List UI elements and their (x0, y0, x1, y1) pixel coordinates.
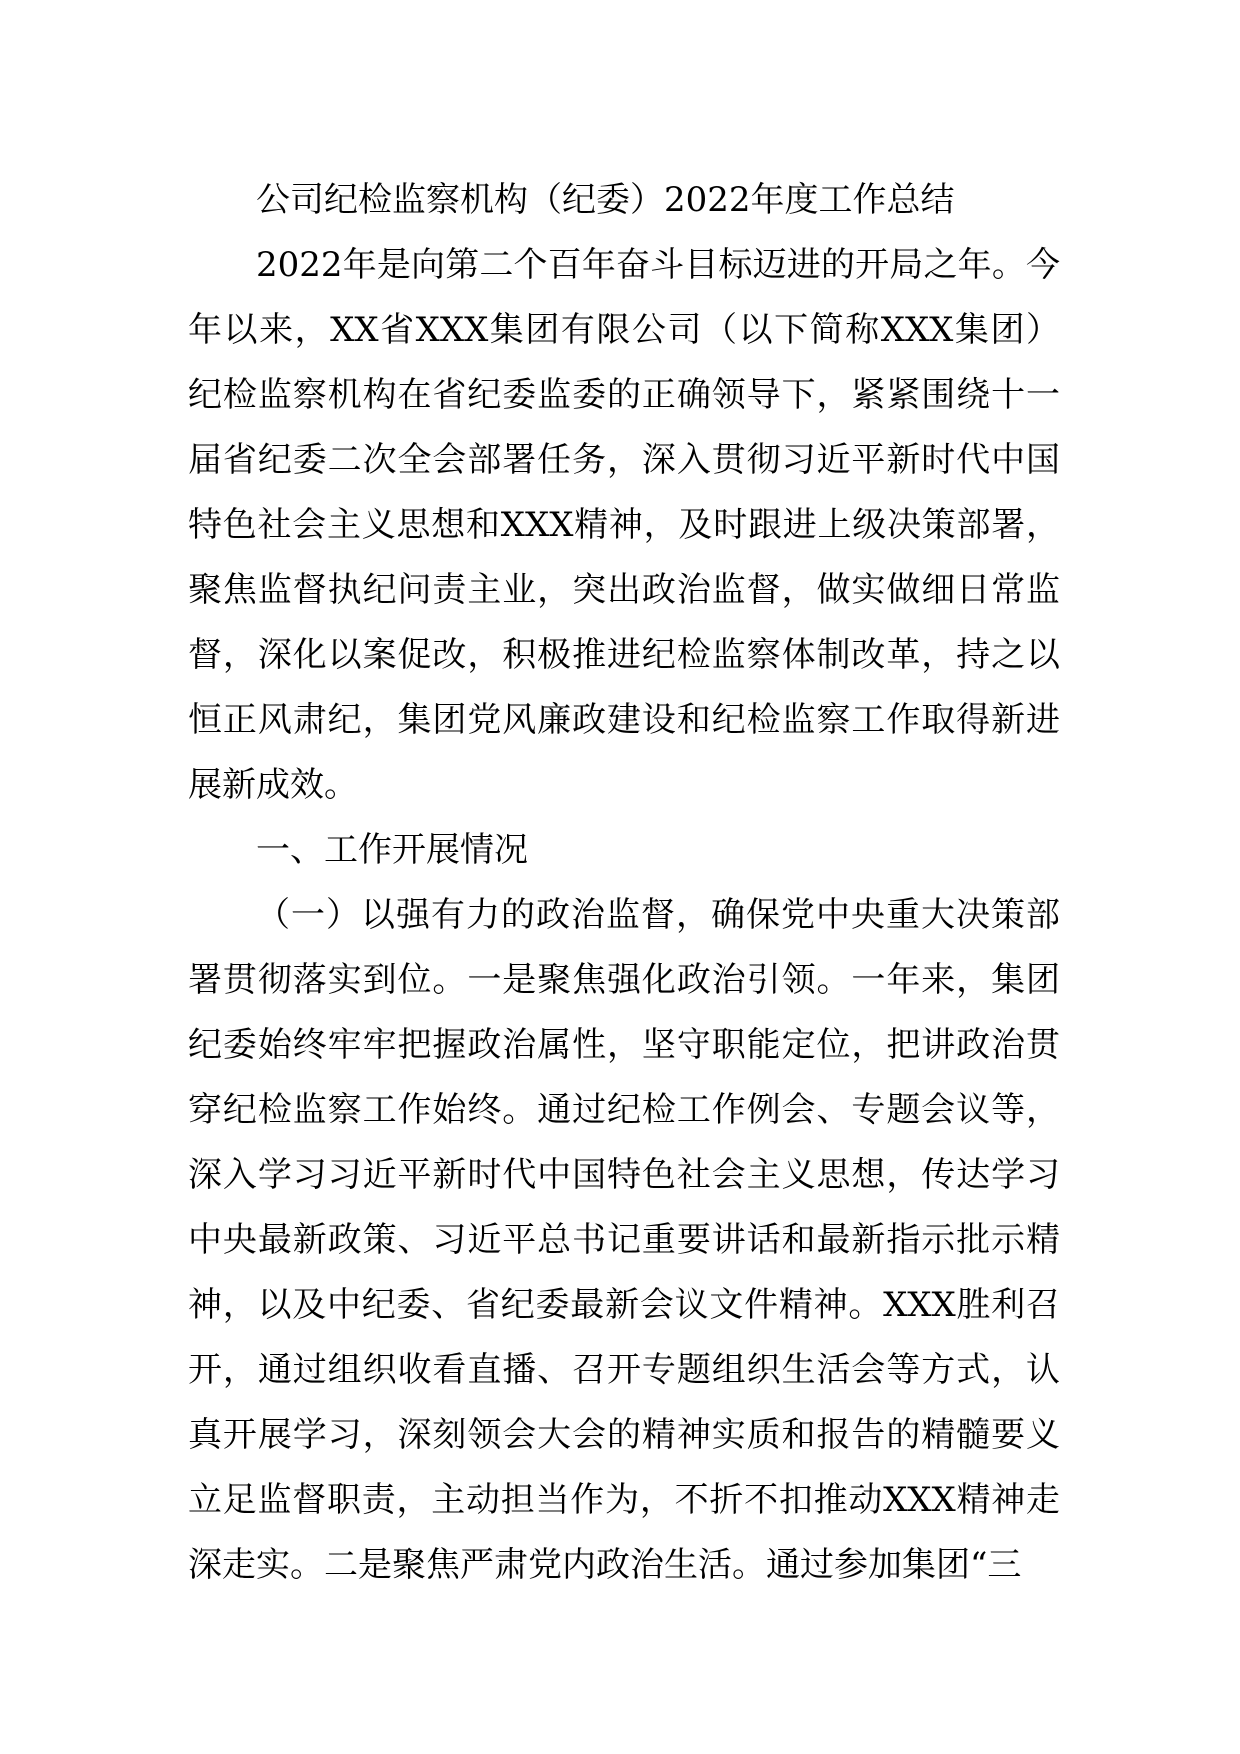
intro-paragraph: 2022年是向第二个百年奋斗目标迈进的开局之年。今年以来，XX省XXX集团有限公司（以下简称XXX集团）纪检监察机构在省纪委监委的正确领导下，紧紧围绕十一届省纪委二次全会部署任务，深入贯彻习近平新时代中国特色社会主义思想和XXX精神，及时跟进上级决策部署，聚焦监督执纪问责主业，突出政治监督，做实做细日常监督，深化以案促改，积极推进纪检监察体制改革，持之以恒正风肃纪，集团党风廉政建设和纪检监察工作取得新进展新成效。 (188, 245, 1060, 805)
section-paragraph: （一）以强有力的政治监督，确保党中央重大决策部署贯彻落实到位。一是聚焦强化政治引领。一年来，集团纪委始终牢牢把握政治属性，坚守职能定位，把讲政治贯穿纪检监察工作始终。通过纪检工作例会、专题会议等，深入学习习近平新时代中国特色社会主义思想，传达学习中央最新政策、习近平总书记重要讲话和最新指示批示精神，以及中纪委、省纪委最新会议文件精神。XXX胜利召开，通过组织收看直播、召开专题组织生活会等方式，认真开展学习，深刻领会大会的精神实质和报告的精髓要义立足监督职责，主动担当作为，不折不扣推动XXX精神走深走实。二是聚焦严肃党内政治生活。通过参加集团“三 (188, 895, 1060, 1585)
section-heading: 一、工作开展情况 (256, 830, 528, 870)
document-title: 公司纪检监察机构（纪委）2022年度工作总结 (256, 180, 955, 220)
document-body (188, 168, 1060, 1598)
